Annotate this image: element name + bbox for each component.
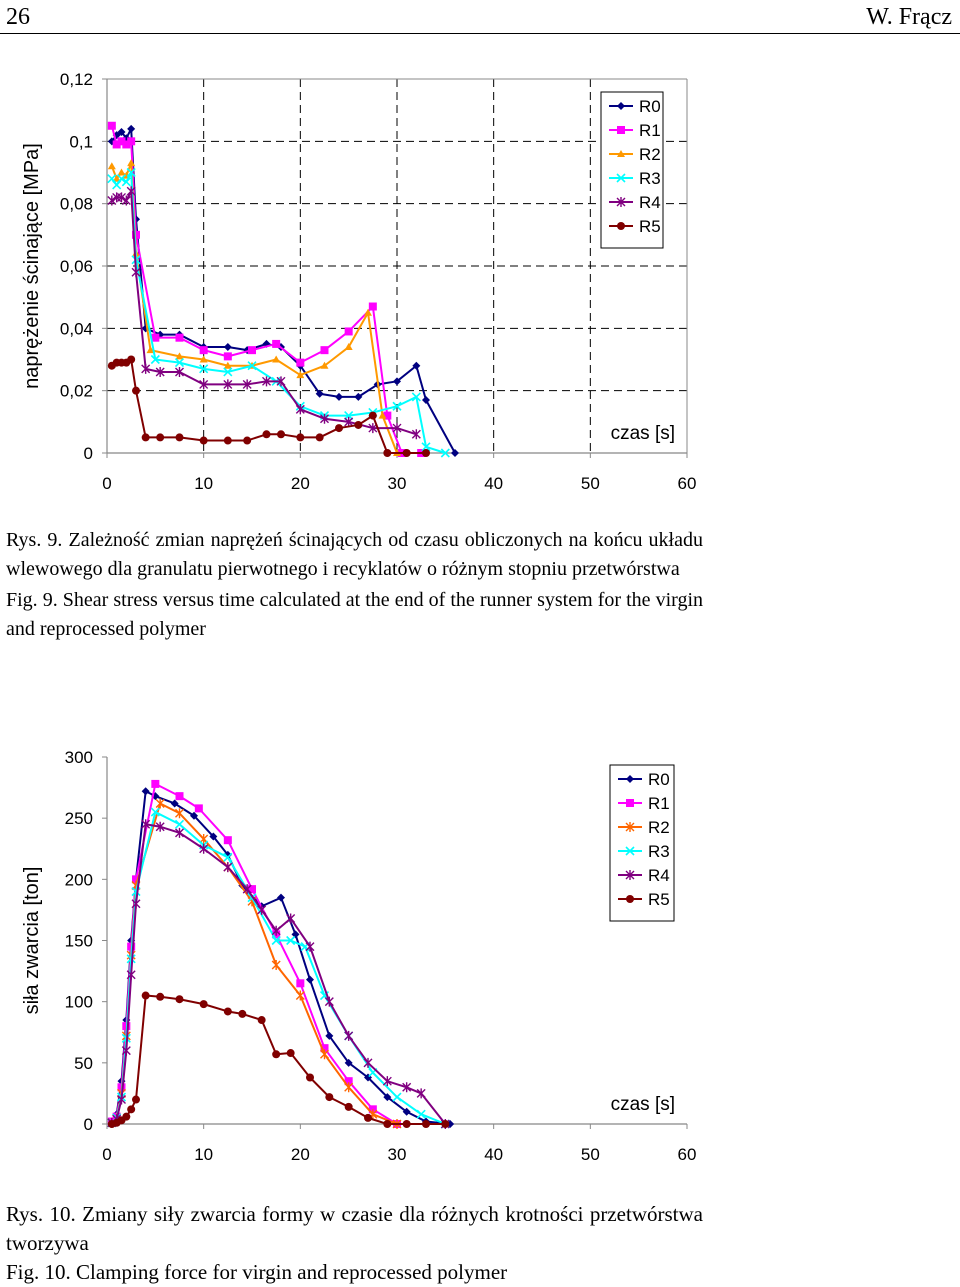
legend-label: R1 [648, 794, 670, 813]
data-point [243, 437, 251, 445]
data-point [156, 433, 164, 441]
data-point [176, 995, 184, 1003]
x-tick-label: 60 [677, 1145, 697, 1164]
data-point [306, 1074, 314, 1082]
data-point [345, 327, 353, 335]
y-tick-label: 0,04 [59, 319, 93, 339]
data-point [325, 1093, 333, 1101]
y-tick-label: 0,02 [59, 381, 93, 401]
figure9-caption [6, 526, 703, 644]
legend-point [617, 126, 625, 134]
x-tick-label: 10 [194, 474, 214, 493]
data-point [263, 430, 271, 438]
y-tick-label: 0 [83, 1115, 93, 1134]
x-tick-label: 10 [194, 1145, 214, 1164]
y-axis-label: siła zwarcia [ton] [21, 866, 43, 1015]
x-tick-label: 30 [387, 474, 407, 493]
data-point [142, 992, 150, 1000]
y-tick-label: 0,12 [59, 70, 93, 89]
data-point [122, 1113, 130, 1121]
figure9-caption-en: Fig. 9. Shear stress versus time calculated at the end of the runner system for the virgin and reprocessed polymer [6, 589, 703, 640]
y-tick-label: 100 [64, 992, 93, 1012]
data-point [176, 792, 184, 800]
data-point [195, 804, 203, 812]
data-point [224, 836, 232, 844]
legend-label: R2 [639, 145, 661, 164]
x-tick-label: 60 [677, 474, 697, 493]
data-point [335, 424, 343, 432]
data-point [156, 993, 164, 1001]
figure9-caption-pl: Rys. 9. Zależność zmian naprężeń ścinających od czasu obliczonych na końcu układu wlewowego dla granulatu pierwotnego i recyklatów o różnym stopniu przetwórstwa [6, 529, 703, 580]
figure10-caption-pl: Rys. 10. Zmiany siły zwarcia formy w czasie dla różnych krotności przetwórstwa tworzywa [6, 1202, 703, 1255]
figure10-caption-en: Fig. 10. Clamping force for virgin and reprocessed polymer [6, 1260, 508, 1284]
legend-point [626, 799, 634, 807]
data-point [316, 433, 324, 441]
y-tick-label: 300 [64, 748, 93, 767]
legend-point [617, 222, 625, 230]
data-point [248, 346, 256, 354]
data-point [403, 449, 411, 457]
legend-label: R1 [639, 121, 661, 140]
y-axis-label: naprężenie ścinające [MPa] [21, 143, 43, 389]
data-point [441, 1120, 449, 1128]
y-tick-label: 250 [64, 809, 93, 829]
data-point [176, 433, 184, 441]
figure10-caption [6, 1200, 703, 1287]
data-point [200, 437, 208, 445]
data-point [422, 1120, 430, 1128]
data-point [224, 1007, 232, 1015]
legend-label: R5 [639, 217, 661, 236]
data-point [369, 303, 377, 311]
data-point [224, 352, 232, 360]
data-point [200, 1000, 208, 1008]
data-point [345, 1103, 353, 1111]
x-tick-label: 20 [290, 1145, 310, 1164]
page-number: 26 [6, 4, 30, 30]
data-point [272, 1050, 280, 1058]
x-tick-label: 40 [484, 1145, 504, 1164]
running-author: W. Frącz [866, 4, 952, 30]
y-tick-label: 150 [64, 931, 93, 951]
header-rule [0, 33, 960, 34]
legend-label: R0 [648, 770, 670, 789]
data-point [127, 137, 135, 145]
y-tick-label: 0,08 [59, 194, 93, 214]
data-point [127, 1105, 135, 1113]
x-tick-label: 0 [102, 474, 112, 493]
page-header [0, 0, 960, 36]
legend-label: R4 [639, 193, 661, 212]
data-point [200, 346, 208, 354]
data-point [277, 430, 285, 438]
y-tick-label: 0,06 [59, 257, 93, 276]
data-point [422, 449, 430, 457]
y-tick-label: 0,1 [69, 132, 93, 152]
x-tick-label: 30 [387, 1145, 407, 1164]
x-tick-label: 50 [580, 1145, 600, 1164]
legend [601, 92, 663, 248]
data-point [296, 359, 304, 367]
data-point [403, 1120, 411, 1128]
legend-label: R0 [639, 97, 661, 116]
legend-label: R5 [648, 890, 670, 909]
x-tick-label: 50 [580, 474, 600, 493]
legend-label: R3 [639, 169, 661, 188]
data-point [108, 122, 116, 130]
data-point [132, 1096, 140, 1104]
data-point [151, 780, 159, 788]
x-axis-label: czas [s] [610, 423, 675, 444]
x-tick-label: 40 [484, 474, 504, 493]
data-point [383, 449, 391, 457]
data-point [369, 412, 377, 420]
data-point [258, 1016, 266, 1024]
data-point [296, 433, 304, 441]
data-point [272, 340, 280, 348]
data-point [383, 1120, 391, 1128]
x-tick-label: 0 [102, 1145, 112, 1164]
data-point [224, 437, 232, 445]
data-point [142, 433, 150, 441]
data-point [296, 979, 304, 987]
x-axis-label: czas [s] [610, 1094, 675, 1115]
legend-label: R4 [648, 866, 670, 885]
data-point [364, 1114, 372, 1122]
legend [610, 765, 674, 921]
data-point [132, 387, 140, 395]
legend-point [626, 895, 634, 903]
data-point [354, 421, 362, 429]
y-tick-label: 50 [74, 1053, 93, 1073]
data-point [287, 1049, 295, 1057]
data-point [127, 356, 135, 364]
y-tick-label: 200 [64, 870, 93, 890]
shear-stress-chart [0, 55, 960, 500]
clamping-force-chart [0, 740, 960, 1180]
legend-label: R2 [648, 818, 670, 837]
x-tick-label: 20 [290, 474, 310, 493]
data-point [176, 334, 184, 342]
data-point [321, 346, 329, 354]
data-point [238, 1010, 246, 1018]
y-tick-label: 0 [83, 444, 93, 463]
legend-label: R3 [648, 842, 670, 861]
